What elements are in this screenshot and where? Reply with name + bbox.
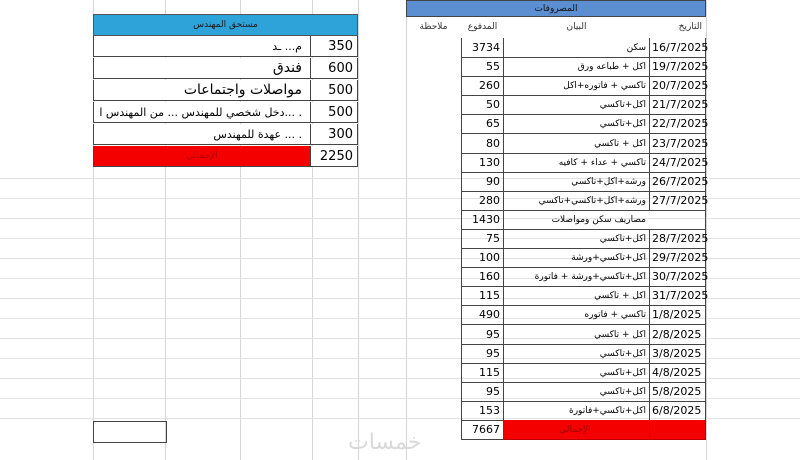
table-row[interactable] xyxy=(406,286,709,306)
table-row[interactable] xyxy=(406,229,709,249)
expenses-title[interactable]: المصروفات xyxy=(406,0,706,17)
desc-cell[interactable]: اكل + طباعه ورق xyxy=(504,57,649,77)
paid-cell[interactable]: 280 xyxy=(461,191,504,211)
date-cell[interactable]: 24/7/2025 xyxy=(649,153,706,173)
table-row[interactable] xyxy=(406,267,709,287)
desc-cell[interactable]: مصاريف سكن ومواصلات xyxy=(504,210,649,230)
dues-label-cell[interactable]: فندق xyxy=(93,58,311,79)
desc-cell[interactable]: اكل + تاكسي xyxy=(504,286,649,306)
desc-cell[interactable]: اكل+تاكسي+ورشة + فاتورة xyxy=(504,267,649,287)
dues-label-cell[interactable]: م... ـد xyxy=(93,36,311,57)
selected-empty-cell[interactable] xyxy=(93,421,167,443)
note-cell[interactable] xyxy=(406,95,461,115)
dues-amount-cell[interactable]: 600 xyxy=(311,58,358,79)
date-cell[interactable]: 31/7/2025 xyxy=(649,286,706,306)
col-header-date[interactable]: التاريخ xyxy=(678,22,702,32)
paid-cell[interactable]: 115 xyxy=(461,286,504,306)
col-header-note[interactable]: ملاحظة xyxy=(419,22,448,32)
table-row[interactable] xyxy=(406,172,709,192)
table-row[interactable] xyxy=(93,124,358,146)
paid-cell[interactable]: 50 xyxy=(461,95,504,115)
paid-cell[interactable]: 95 xyxy=(461,344,504,364)
paid-cell[interactable]: 80 xyxy=(461,134,504,154)
note-cell[interactable] xyxy=(406,267,461,287)
desc-cell[interactable]: تاكسي + فاتوره xyxy=(504,305,649,325)
date-cell[interactable]: 3/8/2025 xyxy=(649,344,706,364)
total-row[interactable] xyxy=(406,420,706,440)
engineer-dues-table xyxy=(93,14,358,168)
paid-cell[interactable]: 115 xyxy=(461,363,504,383)
desc-cell[interactable]: اكل+تاكسي xyxy=(504,363,649,383)
table-row[interactable] xyxy=(406,363,706,383)
date-cell[interactable]: 27/7/2025 xyxy=(649,191,706,211)
engineer-dues-header[interactable]: مستحق المهندس xyxy=(93,14,358,36)
total-date-cell[interactable] xyxy=(649,420,706,440)
desc-cell[interactable]: تاكسي + عداء + كافيه xyxy=(504,153,649,173)
note-cell[interactable] xyxy=(406,172,461,192)
date-cell[interactable]: 29/7/2025 xyxy=(649,248,706,268)
expenses-total-label[interactable]: الإجمالي xyxy=(504,420,649,440)
desc-cell[interactable]: تاكسي + فاتوره+اكل xyxy=(504,76,649,96)
expenses-total-paid[interactable]: 7667 xyxy=(461,420,504,440)
desc-cell[interactable]: ورشه+اكل+تاكسي xyxy=(504,172,649,192)
date-cell[interactable]: 6/8/2025 xyxy=(649,401,706,421)
grid-col-line xyxy=(358,0,359,460)
note-cell[interactable] xyxy=(406,248,461,268)
dues-amount-cell[interactable]: 500 xyxy=(311,80,358,101)
col-header-paid[interactable]: المدفوع xyxy=(467,22,498,32)
paid-cell[interactable]: 95 xyxy=(461,325,504,345)
paid-cell[interactable]: 90 xyxy=(461,172,504,192)
paid-cell[interactable]: 55 xyxy=(461,57,504,77)
note-cell[interactable] xyxy=(406,325,461,345)
desc-cell[interactable]: اكل + تاكسي xyxy=(504,325,649,345)
table-row[interactable] xyxy=(406,153,709,173)
table-row[interactable] xyxy=(406,76,709,96)
paid-cell[interactable]: 1430 xyxy=(461,210,504,230)
table-row[interactable] xyxy=(406,305,706,325)
note-cell[interactable] xyxy=(406,114,461,134)
dues-label-cell[interactable]: عهدة للمهندس ... . xyxy=(93,124,311,145)
table-row[interactable] xyxy=(406,325,706,345)
table-row[interactable] xyxy=(406,344,706,364)
desc-cell[interactable]: اكل+تاكسي xyxy=(504,95,649,115)
date-cell[interactable]: 28/7/2025 xyxy=(649,229,706,249)
note-cell[interactable] xyxy=(406,286,461,306)
date-cell[interactable] xyxy=(649,210,706,230)
date-cell[interactable]: 5/8/2025 xyxy=(649,382,706,402)
date-cell[interactable]: 30/7/2025 xyxy=(649,267,706,287)
note-cell[interactable] xyxy=(406,363,461,383)
desc-cell[interactable]: اكل+تاكسي xyxy=(504,114,649,134)
dues-total-label[interactable]: الإجمالي xyxy=(93,146,311,167)
table-row[interactable] xyxy=(406,57,709,77)
desc-cell[interactable]: اكل + تاكسي xyxy=(504,134,649,154)
note-cell[interactable] xyxy=(406,57,461,77)
date-cell[interactable]: 2/8/2025 xyxy=(649,325,706,345)
table-row[interactable] xyxy=(406,401,706,421)
date-cell[interactable]: 19/7/2025 xyxy=(649,57,706,77)
note-cell[interactable] xyxy=(406,76,461,96)
table-row[interactable] xyxy=(406,134,709,154)
dues-amount-cell[interactable]: 500 xyxy=(311,102,358,123)
table-row[interactable] xyxy=(406,191,709,211)
table-row[interactable] xyxy=(93,102,358,124)
note-cell[interactable] xyxy=(406,38,461,58)
desc-cell[interactable]: سكن xyxy=(504,38,649,58)
table-row[interactable] xyxy=(93,36,358,58)
dues-amount-cell[interactable]: 350 xyxy=(311,36,358,57)
note-cell[interactable] xyxy=(406,229,461,249)
desc-cell[interactable]: اكل+تاكسي+ورشة xyxy=(504,248,649,268)
paid-cell[interactable]: 75 xyxy=(461,229,504,249)
date-cell[interactable]: 16/7/2025 xyxy=(649,38,706,58)
note-cell[interactable] xyxy=(406,191,461,211)
table-row[interactable] xyxy=(406,210,706,230)
desc-cell[interactable]: ورشه+اكل+تاكسي+تاكسي xyxy=(504,191,649,211)
table-row[interactable] xyxy=(406,248,709,268)
table-row[interactable] xyxy=(406,95,709,115)
note-cell[interactable] xyxy=(406,344,461,364)
paid-cell[interactable]: 153 xyxy=(461,401,504,421)
note-cell[interactable] xyxy=(406,153,461,173)
date-cell[interactable]: 1/8/2025 xyxy=(649,305,706,325)
paid-cell[interactable]: 100 xyxy=(461,248,504,268)
paid-cell[interactable]: 3734 xyxy=(461,38,504,58)
table-row[interactable] xyxy=(93,58,358,80)
date-cell[interactable]: 26/7/2025 xyxy=(649,172,706,192)
date-cell[interactable]: 23/7/2025 xyxy=(649,134,706,154)
dues-label-cell[interactable]: دخل شخصي للمهندس ... من المهندس ا... . xyxy=(93,102,311,123)
date-cell[interactable]: 21/7/2025 xyxy=(649,95,706,115)
date-cell[interactable]: 20/7/2025 xyxy=(649,76,706,96)
paid-cell[interactable]: 490 xyxy=(461,305,504,325)
note-cell[interactable] xyxy=(406,134,461,154)
note-cell[interactable] xyxy=(406,210,461,230)
desc-cell[interactable]: اكل+تاكسي xyxy=(504,344,649,364)
paid-cell[interactable]: 130 xyxy=(461,153,504,173)
dues-total-amount[interactable]: 2250 xyxy=(311,146,358,167)
date-cell[interactable]: 22/7/2025 xyxy=(649,114,706,134)
dues-label-cell[interactable]: مواصلات واجتماعات xyxy=(93,80,311,101)
dues-amount-cell[interactable]: 300 xyxy=(311,124,358,145)
paid-cell[interactable]: 260 xyxy=(461,76,504,96)
desc-cell[interactable]: اكل+تاكسي xyxy=(504,382,649,402)
table-row[interactable] xyxy=(93,80,358,102)
note-cell[interactable] xyxy=(406,305,461,325)
paid-cell[interactable]: 65 xyxy=(461,114,504,134)
table-row[interactable] xyxy=(406,38,709,58)
date-cell[interactable]: 4/8/2025 xyxy=(649,363,706,383)
total-row[interactable] xyxy=(93,146,358,168)
table-row[interactable] xyxy=(406,114,709,134)
desc-cell[interactable]: اكل+تاكسي+فاتورة xyxy=(504,401,649,421)
col-header-desc[interactable]: البيان xyxy=(566,22,587,32)
paid-cell[interactable]: 95 xyxy=(461,382,504,402)
note-cell[interactable] xyxy=(406,382,461,402)
note-cell[interactable] xyxy=(406,401,461,421)
table-row[interactable] xyxy=(406,382,706,402)
paid-cell[interactable]: 160 xyxy=(461,267,504,287)
watermark-logo: خمسات xyxy=(348,430,422,455)
desc-cell[interactable]: اكل+تاكسي xyxy=(504,229,649,249)
